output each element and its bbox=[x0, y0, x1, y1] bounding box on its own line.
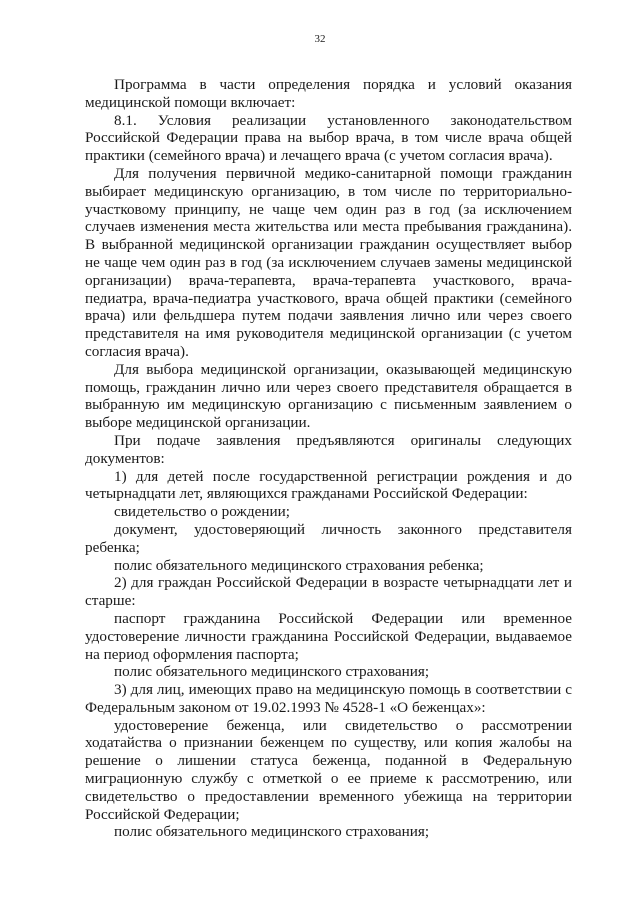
list-item-refugee-certificate: удостоверение беженца, или свидетельство о рассмотрении ходатайства о признании беженцем по существу, или копия жалобы на решение о лишении статуса беженца, поданной в Федеральную миграционную службу с отметкой о ее приеме к рассмотрению, или свидетельство о предоставлении временного убежища на территории Российской Федерации; bbox=[85, 716, 572, 823]
list-item-passport: паспорт гражданина Российской Федерации или временное удостоверение личности гражданина Российской Федерации, выдаваемое на период оформления паспорта; bbox=[85, 609, 572, 663]
paragraph-intro: Программа в части определения порядка и условий оказания медицинской помощи включает: bbox=[85, 76, 572, 111]
list-item-birth-certificate: свидетельство о рождении; bbox=[114, 503, 290, 521]
document-body bbox=[85, 76, 572, 841]
list-item-policy: полис обязательного медицинского страхования; bbox=[114, 663, 430, 681]
paragraph-8-1: 8.1. Условия реализации установленного законодательством Российской Федерации права на выбор врача, в том числе врача общей практики (семейного врача) и лечащего врача (с учетом согласия врача). bbox=[85, 111, 572, 165]
list-item-children: 1) для детей после государственной регистрации рождения и до четырнадцати лет, являющихся гражданами Российской Федерации: bbox=[85, 467, 572, 503]
list-item-citizens-14: 2) для граждан Российской Федерации в возрасте четырнадцати лет и старше: bbox=[85, 574, 572, 610]
paragraph-choice-procedure: Для выбора медицинской организации, оказывающей медицинскую помощь, гражданин лично или через своего представителя обращается в выбранную им медицинскую организацию с письменным заявлением о выборе медицинской организации. bbox=[85, 360, 572, 432]
paragraph-primary-care: Для получения первичной медико-санитарной помощи гражданин выбирает медицинскую организацию, в том числе по территориально-участковому принципу, не чаще чем один раз в год (за исключением случаев изменения места жительства или места пребывания гражданина). В выбранной медицинской организации гражданин осуществляет выбор не чаще чем один раз в год (за исключением случаев замены медицинской организации) врача-терапевта, врача-терапевта участкового, врача-педиатра, врача-педиатра участкового, врача общей практики (семейного врача) или фельдшера путем подачи заявления лично или через своего представителя на имя руководителя медицинской организации (с учетом согласия врача). bbox=[85, 164, 572, 360]
list-item-refugees: 3) для лиц, имеющих право на медицинскую помощь в соответствии с Федеральным законом от 19.02.1993 № 4528-1 «О беженцах»: bbox=[85, 681, 572, 716]
paragraph-documents-intro: При подаче заявления предъявляются оригиналы следующих документов: bbox=[85, 431, 572, 467]
list-item-representative-id: документ, удостоверяющий личность законного представителя ребенка; bbox=[85, 520, 572, 556]
page-number: 32 bbox=[314, 33, 326, 45]
list-item-policy-refugees: полис обязательного медицинского страхования; bbox=[114, 823, 430, 841]
list-item-child-policy: полис обязательного медицинского страхования ребенка; bbox=[114, 556, 484, 574]
